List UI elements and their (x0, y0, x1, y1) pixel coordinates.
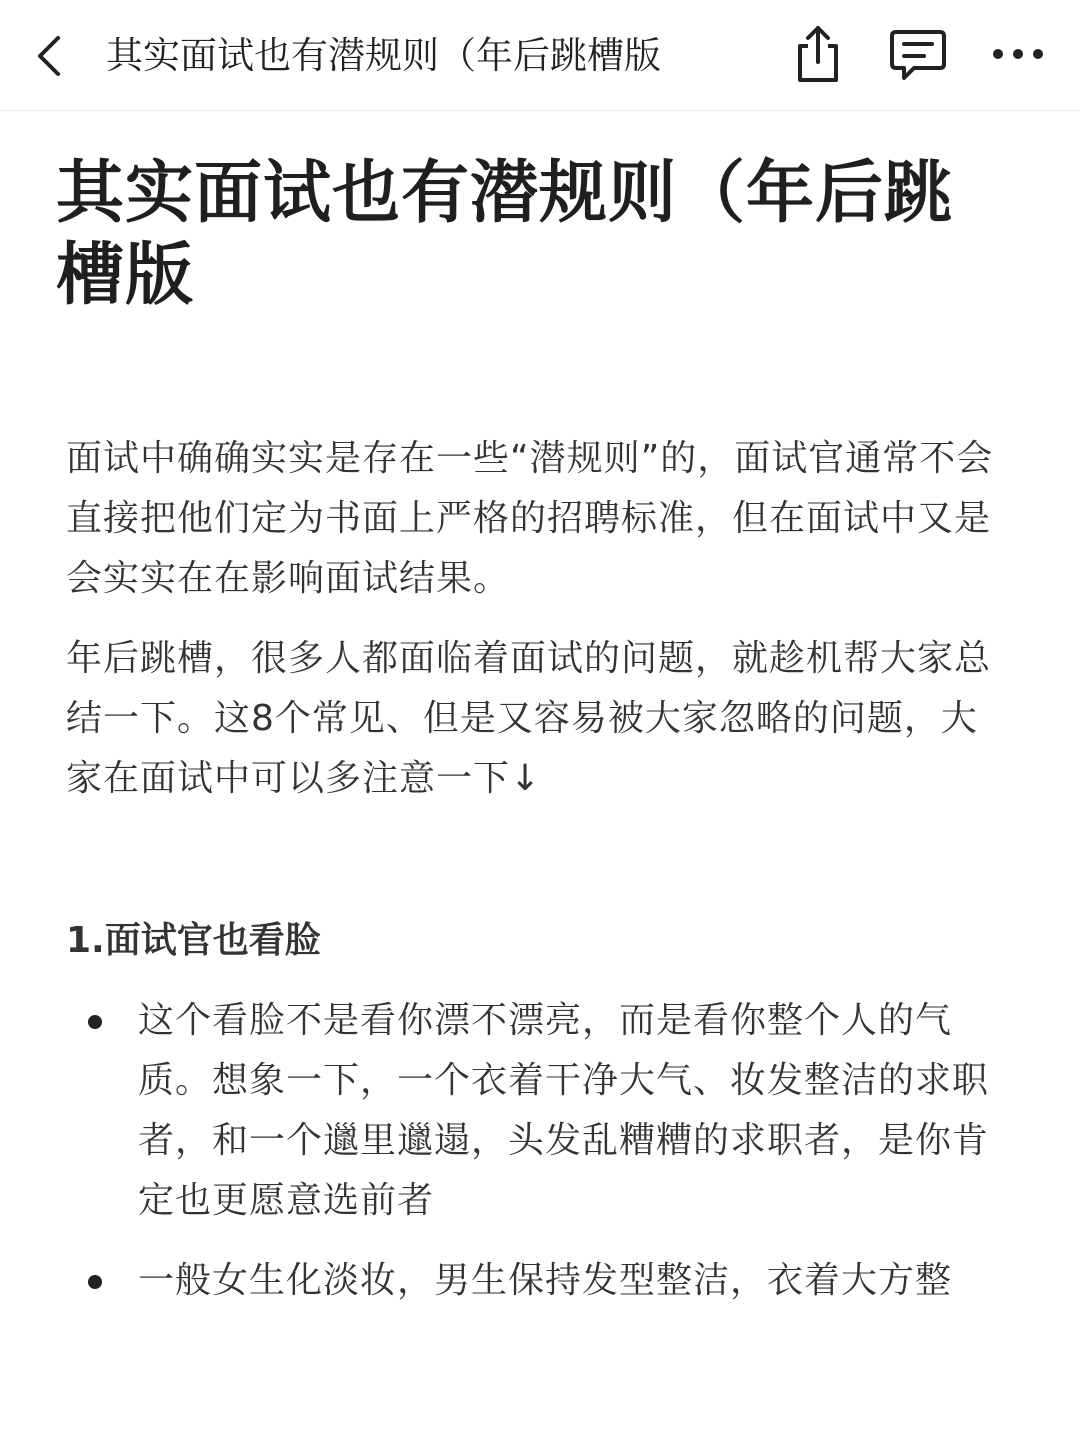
back-button[interactable] (22, 28, 78, 84)
top-navigation-bar (0, 0, 1080, 111)
share-icon (792, 24, 844, 84)
summary-paragraph: 年后跳槽，很多人都面临着面试的问题，就趁机帮大家总结一下。这8个常见、但是又容易被大家忽略的问题，大家在面试中可以多注意一下↓ (66, 638, 992, 799)
bullet-dot-icon (88, 1015, 102, 1029)
nav-title: 其实面试也有潜规则（年后跳槽版 (106, 34, 661, 77)
list-item (66, 1251, 1006, 1311)
intro-paragraph: 面试中确确实实是存在一些“潜规则”的，面试官通常不会直接把他们定为书面上严格的招聘标准，但在面试中又是会实实在在影响面试结果。 (66, 438, 994, 599)
bullet-text: 一般女生化淡妆，男生保持发型整洁，衣着大方整 (138, 1260, 953, 1301)
bullet-list (66, 991, 1006, 1331)
article-title: 其实面试也有潜规则（年后跳槽版 (56, 154, 954, 315)
chevron-left-icon (30, 32, 70, 80)
comment-button[interactable] (886, 22, 950, 86)
comment-icon (888, 26, 948, 82)
more-button[interactable] (986, 22, 1050, 86)
bullet-text: 这个看脸不是看你漂不漂亮，而是看你整个人的气质。想象一下，一个衣着干净大气、妆发整洁的求职者，和一个邋里邋遢，头发乱糟糟的求职者，是你肯定也更愿意选前者 (138, 1000, 990, 1221)
more-icon (990, 46, 1046, 62)
section-heading: 1.面试官也看脸 (66, 920, 321, 961)
bullet-dot-icon (88, 1275, 102, 1289)
share-button[interactable] (786, 22, 850, 86)
list-item (66, 991, 1006, 1231)
